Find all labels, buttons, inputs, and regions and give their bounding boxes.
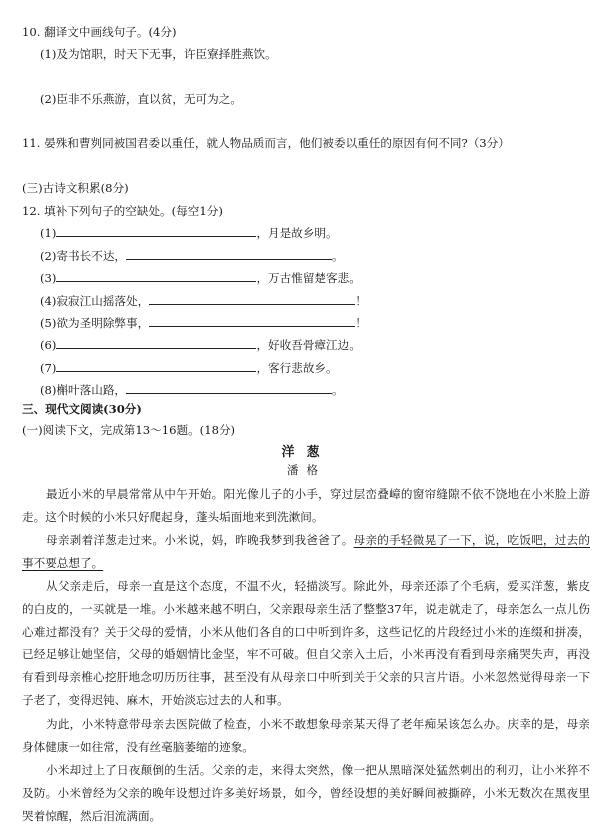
answer-blank[interactable] — [126, 383, 332, 394]
article-paragraph-3: 从父亲走后，母亲一直是这个态度，不温不火，轻描淡写。除此外，母亲还添了个毛病，爱买洋葱，紫皮的白皮的，一买就是一堆。小米越来越不明白，父亲跟母亲生活了整整37年，说走就走了，母亲怎么一点儿伤心难过都没有？关于父母的爱情，小米从他们各自的口中听到许多，这些记忆的片段经过小米的连缀和拼凑，已经足够让她坚信，父母的婚姻情比金坚，牢不可破。但自父亲入土后，小米再没有看到母亲痛哭失声，再没有看到母亲椎心挖肝地念叨历历往事，甚至没有从母亲口中听到关于父亲的只言片语。小米忽然觉得母亲一下子老了，变得迟钝、麻木，开始淡忘过去的人和事。 — [22, 579, 590, 707]
fill-item-after: 。 — [332, 383, 344, 397]
fill-item-after: 。 — [332, 249, 344, 263]
fill-item-num: (5) — [40, 316, 57, 330]
q12-heading: 12. 填补下列句子的空缺处。(每空1分) — [22, 204, 223, 218]
q10-sentence-1: (1)及为馆职，时天下无事，许臣寮择胜燕饮。 — [40, 47, 277, 61]
fill-item-num: (3) — [40, 271, 57, 285]
underlined-sentence: 母亲的手轻微晃了一下，说，吃饭吧，过去的事不要总想了。 — [22, 533, 590, 570]
fill-item-after: ，客行悲故乡。 — [256, 361, 338, 375]
fill-item-num: (7) — [40, 361, 57, 375]
fill-item-after: ！ — [355, 316, 367, 330]
answer-blank[interactable] — [149, 316, 355, 327]
fill-item-2 — [40, 249, 344, 264]
fill-item-before: 槲叶落山路， — [56, 383, 127, 397]
fill-item-after: ！ — [355, 294, 367, 308]
fill-item-8 — [40, 383, 344, 398]
article-paragraph-2 — [22, 529, 590, 575]
article-paragraph-5: 小米却过上了日夜颠倒的生活。父亲的走，来得太突然，像一把从黑暗深处猛然刺出的利刃，让小米猝不及防。小米曾经为父亲的晚年设想过许多美好场景，如今，曾经设想的美好瞬间被撕碎，小米无数次在黑夜里哭着惊醒，然后泪流满面。 — [22, 763, 590, 823]
fill-item-after: ，月是故乡明。 — [256, 226, 338, 240]
article-paragraph-1: 最近小米的早晨常常从中午开始。阳光像儿子的小手，穿过层峦叠嶂的窗帘缝隙不依不饶地在小米脸上游走。这个时候的小米只好爬起身，蓬头垢面地来到洗漱间。 — [22, 487, 590, 524]
fill-item-before: 寂寂江山摇落处， — [56, 294, 150, 308]
fill-item-num: (4) — [40, 294, 57, 308]
fill-item-before: 寄书长不达， — [56, 249, 127, 263]
q10-heading: 10. 翻译文中画线句子。(4分) — [22, 25, 177, 39]
article-title: 洋葱 — [281, 445, 332, 460]
answer-blank[interactable] — [56, 338, 256, 349]
answer-blank[interactable] — [149, 294, 355, 305]
fill-item-num: (2) — [40, 249, 57, 263]
paragraph-2-plain: 母亲剥着洋葱走过来。小米说，妈，昨晚我梦到我爸爸了。 — [46, 533, 354, 547]
q10-sentence-2: (2)臣非不乐燕游，直以贫，无可为之。 — [40, 92, 242, 106]
fill-item-3 — [40, 271, 361, 286]
section3-heading: (三)古诗文积累(8分) — [22, 181, 129, 195]
fill-item-num: (6) — [40, 338, 57, 352]
fill-item-5 — [40, 316, 367, 331]
fill-item-num: (8) — [40, 383, 57, 397]
answer-blank[interactable] — [126, 249, 332, 260]
answer-blank[interactable] — [56, 226, 256, 237]
fill-item-before: 欲为圣明除弊事， — [56, 316, 150, 330]
fill-item-after: ，好收吾骨瘴江边。 — [256, 338, 361, 352]
q11-text: 11. 晏殊和曹刿同被国君委以重任，就人物品质而言，他们被委以重任的原因有何不同?（3分） — [22, 136, 510, 150]
fill-item-7 — [40, 361, 338, 376]
fill-item-6 — [40, 338, 361, 353]
section-modern-heading: 三、现代文阅读(30分) — [22, 402, 142, 416]
fill-item-4 — [40, 294, 367, 309]
answer-blank[interactable] — [56, 271, 256, 282]
article-paragraph-4: 为此，小米特意带母亲去医院做了检查，小米不敢想象母亲某天得了老年痴呆该怎么办。庆幸的是，母亲身体健康一如往常，没有丝毫脑萎缩的迹象。 — [22, 717, 590, 754]
answer-blank[interactable] — [56, 361, 256, 372]
fill-item-num: (1) — [40, 226, 57, 240]
reading-instruction: (一)阅读下文，完成第13～16题。(18分) — [22, 423, 236, 437]
article-author: 潘格 — [287, 463, 326, 477]
fill-item-after: ，万古惟留楚客悲。 — [256, 271, 361, 285]
fill-item-1 — [40, 226, 338, 241]
